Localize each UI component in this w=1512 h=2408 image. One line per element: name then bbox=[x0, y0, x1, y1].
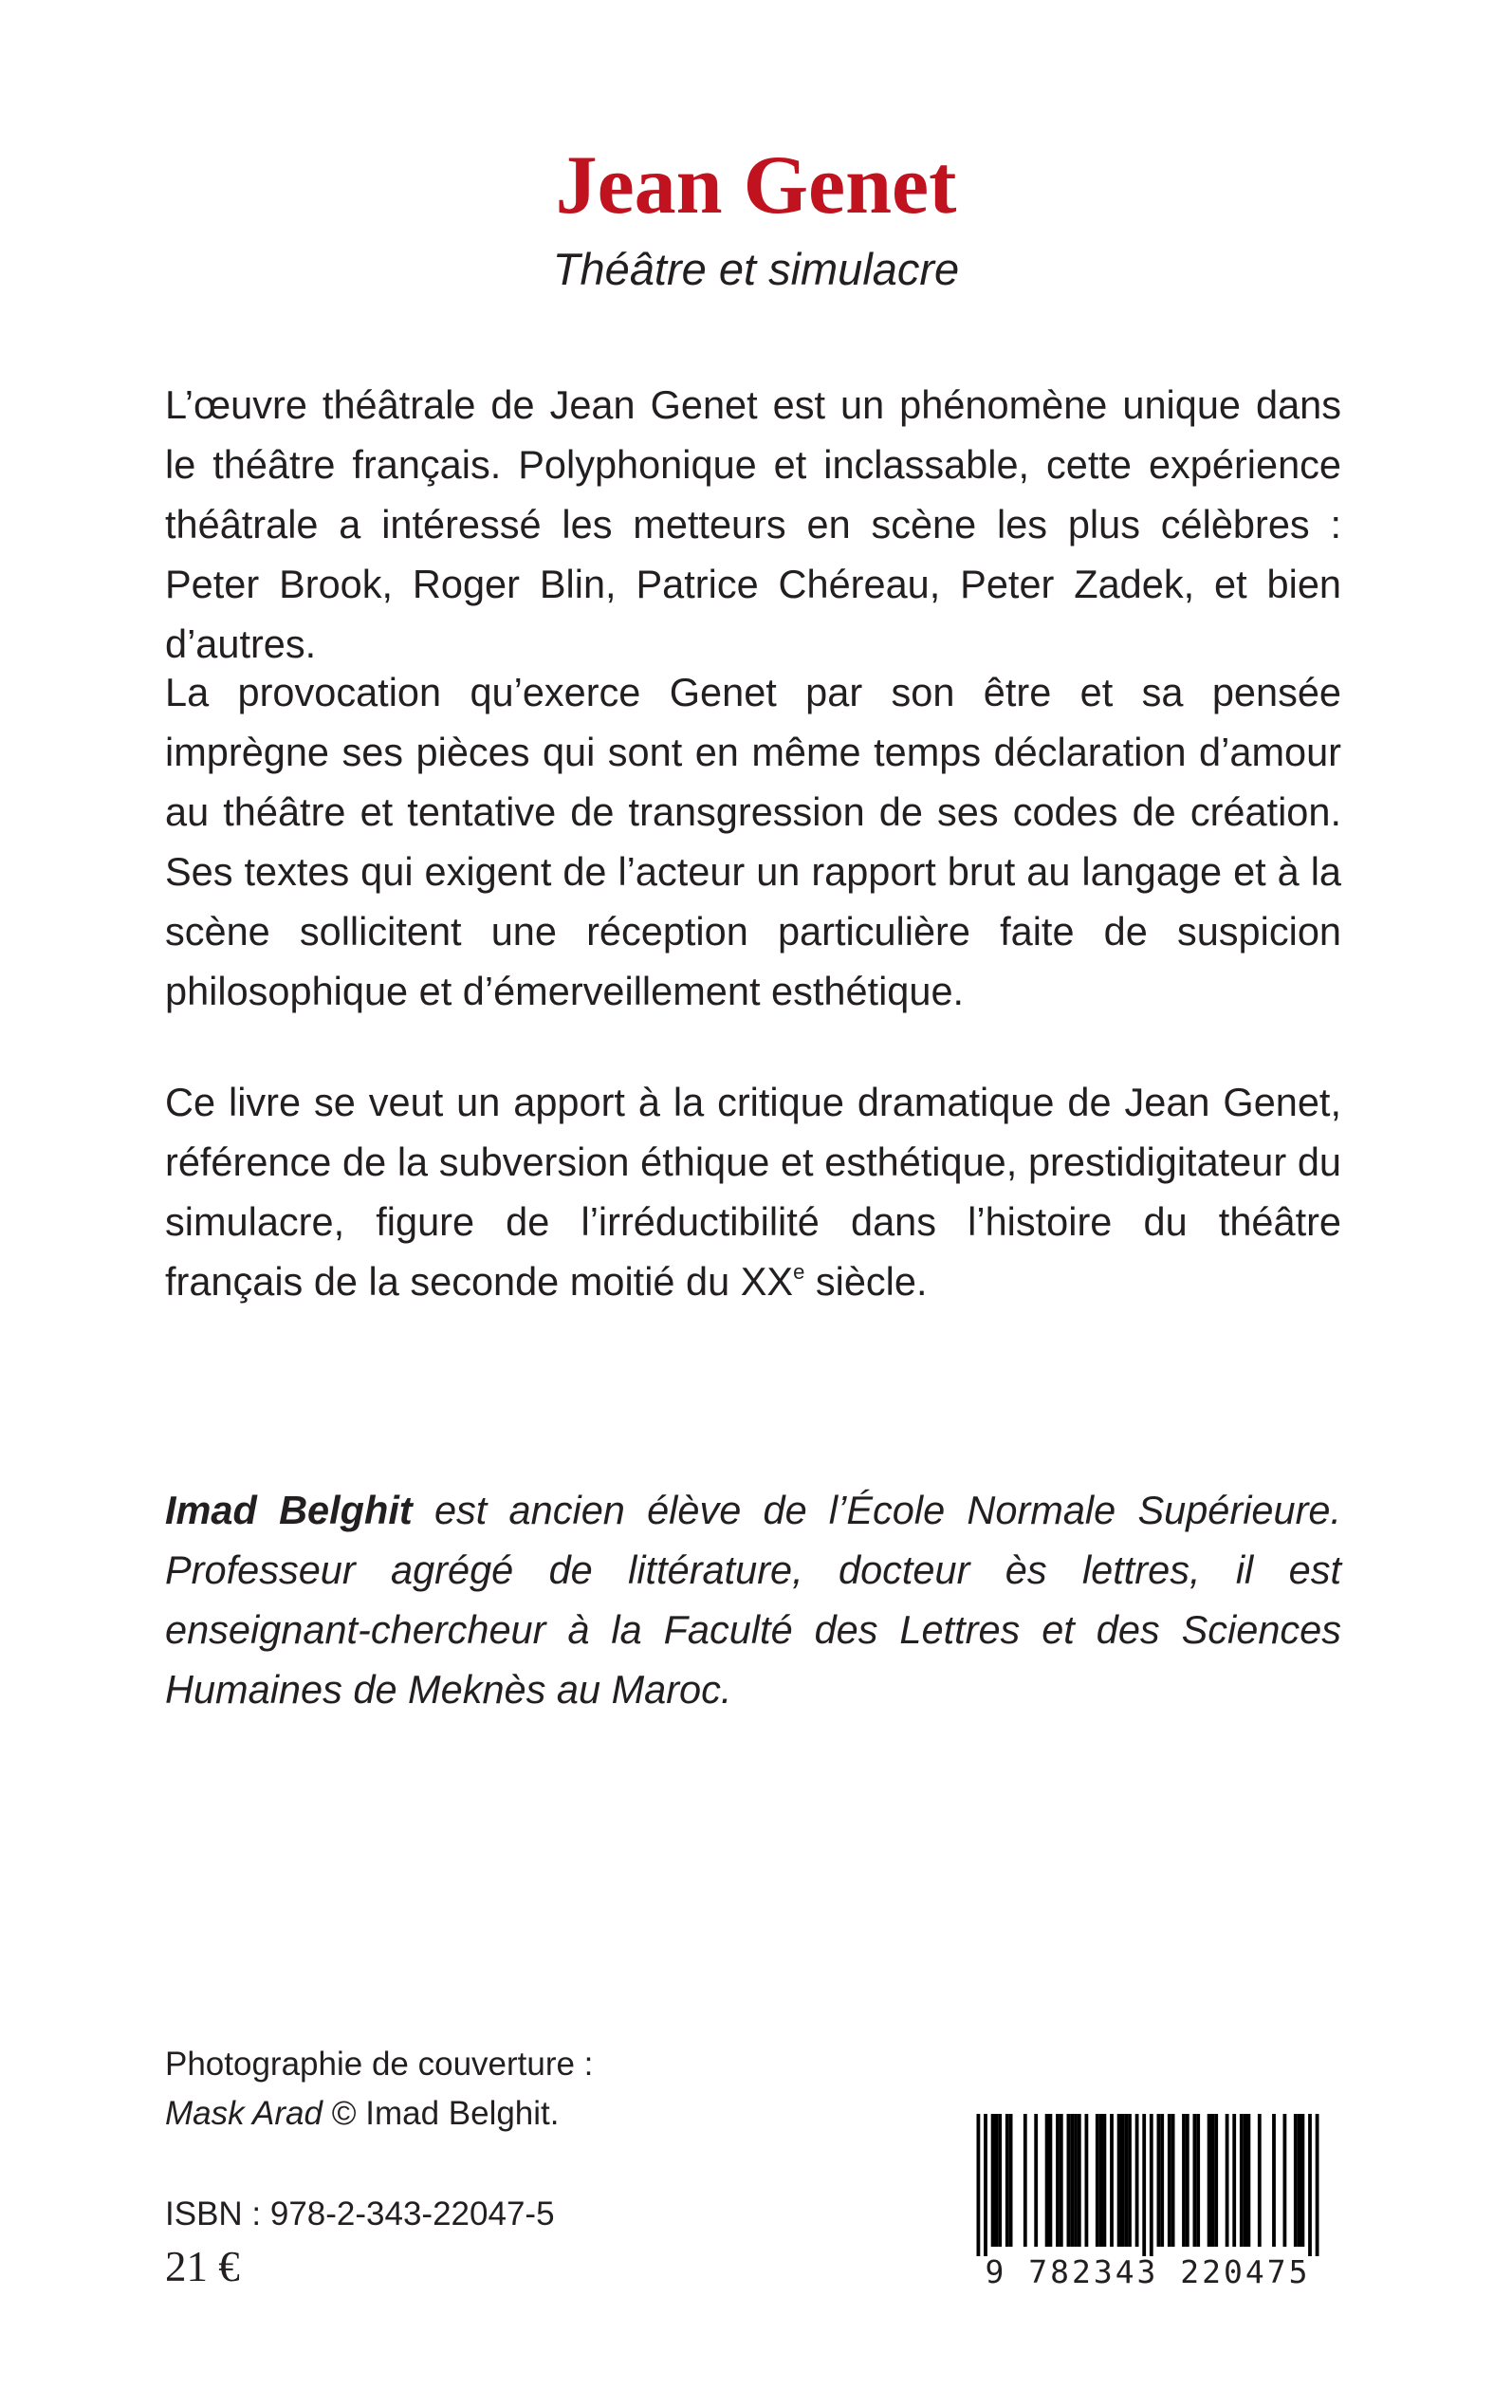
barcode-bar bbox=[1171, 2114, 1175, 2247]
barcode-bar bbox=[1244, 2114, 1247, 2247]
barcode-bar bbox=[1283, 2114, 1287, 2247]
barcode-bar bbox=[1128, 2114, 1132, 2247]
century-superscript: e bbox=[793, 1260, 805, 1285]
barcode-bar bbox=[991, 2114, 995, 2247]
barcode-bar bbox=[1135, 2114, 1139, 2247]
book-subtitle: Théâtre et simulacre bbox=[552, 244, 960, 294]
barcode-bar bbox=[1193, 2114, 1197, 2247]
barcode-bar bbox=[1214, 2114, 1218, 2247]
barcode-bar bbox=[1258, 2114, 1262, 2247]
barcode-bar bbox=[1034, 2114, 1038, 2247]
barcode-bar bbox=[1009, 2114, 1013, 2247]
barcode-bar bbox=[1060, 2114, 1063, 2247]
barcode-bars bbox=[963, 2114, 1333, 2256]
barcode-bar bbox=[1301, 2114, 1305, 2247]
barcode-bar bbox=[1142, 2114, 1146, 2256]
barcode-bar bbox=[1117, 2114, 1121, 2247]
barcode-bar bbox=[1121, 2114, 1125, 2247]
description-paragraph-3 bbox=[165, 1072, 1341, 1311]
barcode-bar bbox=[1023, 2114, 1027, 2247]
barcode-bar bbox=[1298, 2114, 1301, 2247]
barcode-bar bbox=[1067, 2114, 1071, 2247]
barcode-bar bbox=[1096, 2114, 1099, 2247]
barcode-bar bbox=[984, 2114, 987, 2256]
author-name: Imad Belghit bbox=[165, 1488, 413, 1532]
photo-work-title: Mask Arad bbox=[165, 2095, 323, 2132]
barcode-bar bbox=[1045, 2114, 1049, 2247]
barcode-bar bbox=[1186, 2114, 1189, 2247]
barcode bbox=[963, 2114, 1333, 2304]
barcode-bar bbox=[1226, 2114, 1229, 2247]
price: 21 € bbox=[165, 2243, 240, 2290]
photo-credit-label: Photographie de couverture : bbox=[165, 2046, 594, 2083]
barcode-bar bbox=[1211, 2114, 1215, 2247]
paragraph-3-text: Ce livre se veut un apport à la critique dramatique de Jean Genet, référence de la subversion éthique et esthétique, prestidigitateur du simulacre, figure de l’irréductibilité dans l’histoire du théâtre français de la seconde moitié du XX bbox=[165, 1080, 1341, 1304]
barcode-bar bbox=[1208, 2114, 1211, 2247]
barcode-bar bbox=[1272, 2114, 1276, 2247]
photo-credit-line bbox=[165, 2089, 593, 2139]
barcode-bar bbox=[1056, 2114, 1060, 2247]
barcode-bar bbox=[1150, 2114, 1153, 2256]
barcode-bar bbox=[995, 2114, 999, 2247]
barcode-bar bbox=[1005, 2114, 1009, 2247]
description-paragraph-1: L’œuvre théâtrale de Jean Genet est un phénomène unique dans le théâtre français. Polyphonique et inclassable, cette expérience théâtrale a intéressé les metteurs en scène les plus célèbres : Peter Brook, Roger Blin, Patrice Chéreau, Peter Zadek, et bien d’autres. bbox=[165, 382, 1341, 666]
barcode-digits: 9 782343 220475 bbox=[985, 2253, 1311, 2290]
author-bio-text: est ancien élève de l’École Normale Supérieure. Professeur agrégé de littérature, docteur ès lettres, il est enseignant-chercheur à la Faculté des Lettres et des Sciences Humaines de Meknès au Maroc. bbox=[165, 1488, 1341, 1712]
barcode-bar bbox=[1078, 2114, 1081, 2247]
barcode-bar bbox=[1070, 2114, 1074, 2247]
barcode-bar bbox=[1110, 2114, 1114, 2247]
barcode-bar bbox=[1124, 2114, 1128, 2247]
barcode-bar bbox=[998, 2114, 1002, 2247]
barcode-bar bbox=[1294, 2114, 1298, 2247]
barcode-bar bbox=[1085, 2114, 1089, 2247]
barcode-bar bbox=[1196, 2114, 1200, 2247]
barcode-bar bbox=[1049, 2114, 1053, 2247]
author-bio bbox=[165, 1480, 1341, 1719]
paragraph-3-ending: siècle. bbox=[804, 1259, 928, 1304]
barcode-bar bbox=[1308, 2114, 1312, 2256]
barcode-bar bbox=[1247, 2114, 1251, 2247]
barcode-bar bbox=[1103, 2114, 1107, 2247]
barcode-bar bbox=[1157, 2114, 1161, 2247]
barcode-bar bbox=[977, 2114, 981, 2256]
barcode-bar bbox=[1182, 2114, 1186, 2247]
photo-copyright: © Imad Belghit. bbox=[322, 2095, 560, 2132]
barcode-bar bbox=[1240, 2114, 1244, 2247]
barcode-bar bbox=[1168, 2114, 1171, 2247]
barcode-bar bbox=[1074, 2114, 1078, 2247]
barcode-bar bbox=[1316, 2114, 1319, 2256]
barcode-bar bbox=[1232, 2114, 1236, 2247]
book-title: Jean Genet bbox=[555, 139, 957, 232]
photo-credit bbox=[165, 2040, 593, 2139]
barcode-bar bbox=[1160, 2114, 1164, 2247]
description-paragraph-2: La provocation qu’exerce Genet par son être et sa pensée imprègne ses pièces qui sont en même temps déclaration d’amour au théâtre et tentative de transgression de ses codes de création. Ses textes qui exigent de l’acteur un rapport brut au langage et à la scène sollicitent une réception particulière faite de suspicion philosophique et d’émerveillement esthétique. bbox=[165, 670, 1341, 1013]
isbn: ISBN : 978-2-343-22047-5 bbox=[165, 2195, 555, 2232]
barcode-bar bbox=[1099, 2114, 1103, 2247]
